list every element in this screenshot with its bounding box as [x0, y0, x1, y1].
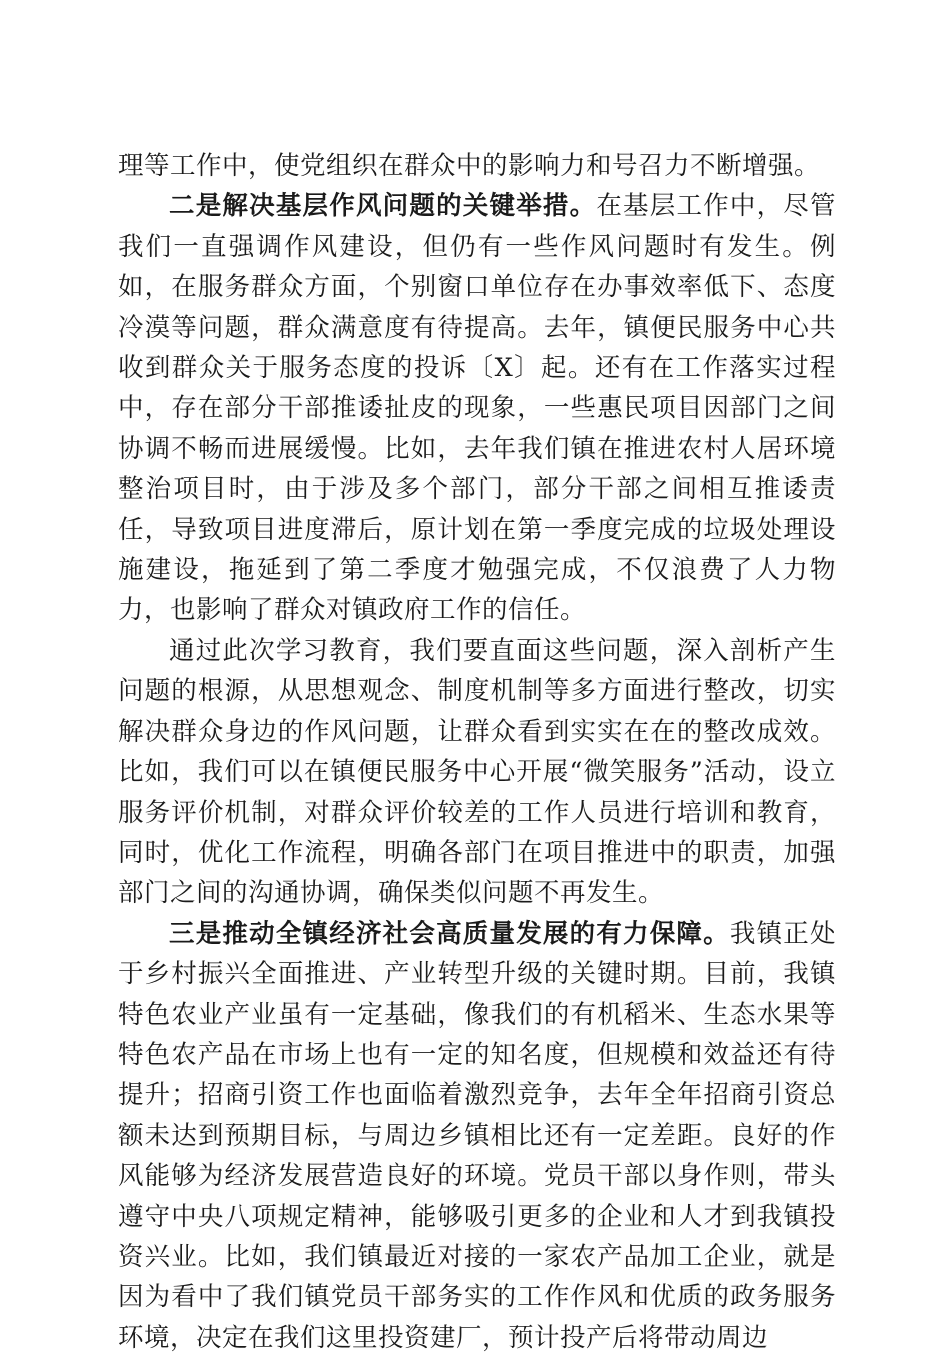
paragraph-4 [118, 914, 836, 1358]
document-page [118, 0, 836, 1358]
paragraph-2 [118, 186, 836, 630]
paragraph-2-text: 在基层工作中，尽管我们一直强调作风建设，但仍有一些作风问题时有发生。例如，在服务群众方面，个别窗口单位存在办事效率低下、态度冷漠等问题，群众满意度有待提高。去年，镇便民服务中心共收到群众关于服务态度的投诉〔X〕起。还有在工作落实过程中，存在部分干部推诿扯皮的现象，一些惠民项目因部门之间协调不畅而进展缓慢。比如，去年我们镇在推进农村人居环境整治项目时，由于涉及多个部门，部分干部之间相互推诿责任，导致项目进度滞后，原计划在第一季度完成的垃圾处理设施建设，拖延到了第二季度才勉强完成，不仅浪费了人力物力，也影响了群众对镇政府工作的信任。 [118, 191, 836, 626]
paragraph-2-lead: 二是解决基层作风问题的关键举措。 [169, 191, 597, 222]
paragraph-3 [118, 631, 836, 914]
paragraph-4-lead: 三是推动全镇经济社会高质量发展的有力保障。 [169, 918, 730, 949]
paragraph-4-text: 我镇正处于乡村振兴全面推进、产业转型升级的关键时期。目前，我镇特色农业产业虽有一定基础，像我们的有机稻米、生态水果等特色农产品在市场上也有一定的知名度，但规模和效益还有待提升；招商引资工作也面临着激烈竞争，去年全年招商引资总额未达到预期目标，与周边乡镇相比还有一定差距。良好的作风能够为经济发展营造良好的环境。党员干部以身作则，带头遵守中央八项规定精神，能够吸引更多的企业和人才到我镇投资兴业。比如，我们镇最近对接的一家农产品加工企业，就是因为看中了我们镇党员干部务实的工作作风和优质的政务服务环境，决定在我们这里投资建厂，预计投产后将带动周边 [118, 918, 836, 1353]
paragraph-3-text: 通过此次学习教育，我们要直面这些问题，深入剖析产生问题的根源，从思想观念、制度机制等多方面进行整改，切实解决群众身边的作风问题，让群众看到实实在在的整改成效。比如，我们可以在镇便民服务中心开展“微笑服务”活动，设立服务评价机制，对群众评价较差的工作人员进行培训和教育，同时，优化工作流程，明确各部门在项目推进中的职责，加强部门之间的沟通协调，确保类似问题不再发生。 [118, 635, 836, 909]
paragraph-1 [118, 146, 836, 186]
paragraph-1-text: 理等工作中，使党组织在群众中的影响力和号召力不断增强。 [118, 151, 821, 181]
